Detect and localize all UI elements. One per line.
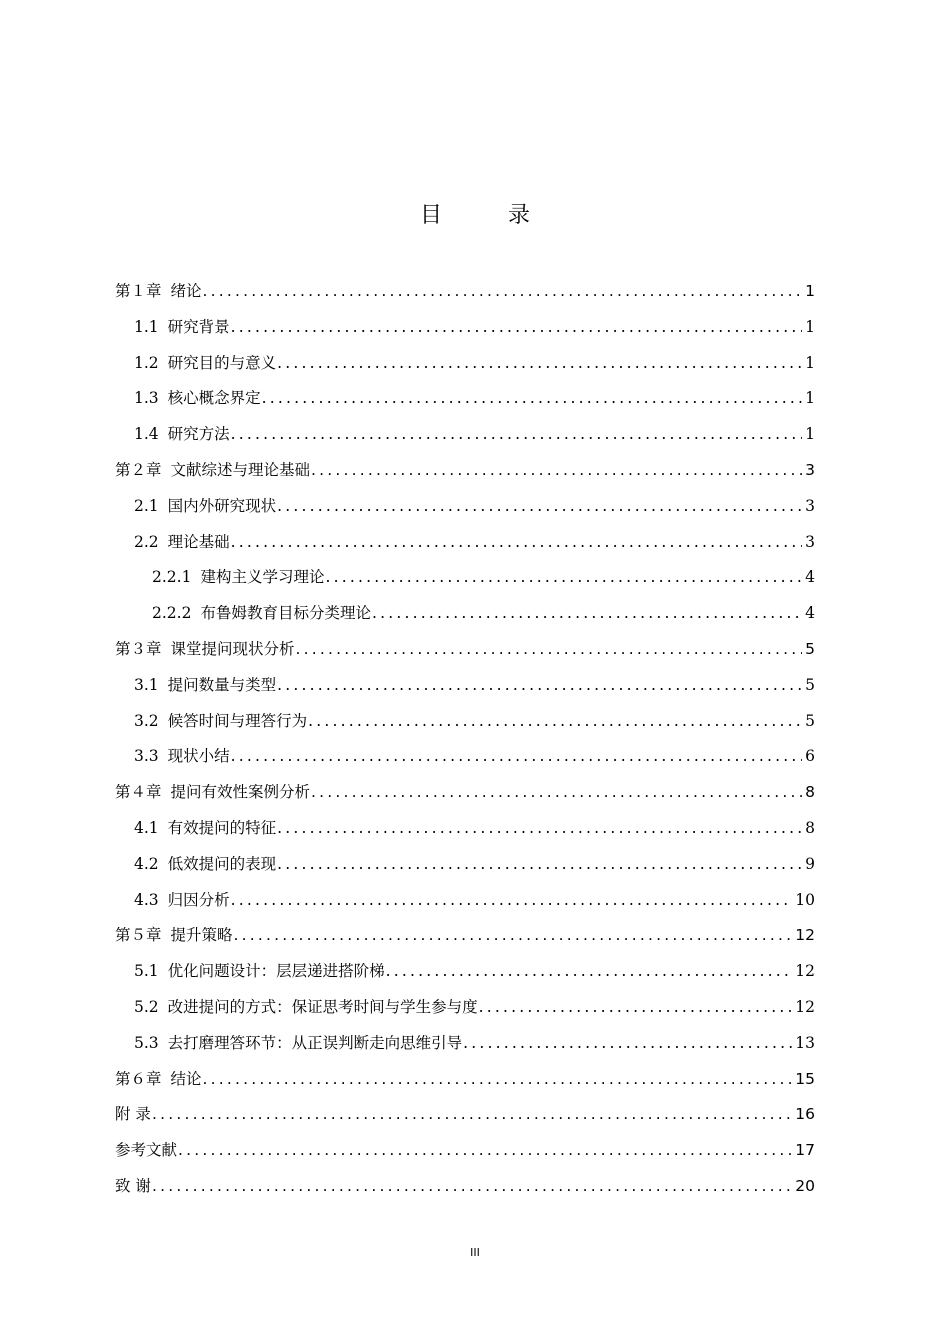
toc-entry-page: 10	[795, 890, 815, 909]
toc-entry-number: 5.2	[134, 997, 159, 1016]
toc-entry[interactable]	[115, 957, 815, 993]
dot-leader	[277, 814, 802, 842]
dot-leader	[311, 778, 802, 806]
toc-entry[interactable]	[115, 277, 815, 313]
toc-entry-number: 5.3	[134, 1033, 159, 1052]
toc-entry-title: 建构主义学习理论	[200, 568, 325, 587]
toc-entry[interactable]	[115, 492, 815, 528]
toc-entry-page: 3	[805, 460, 815, 479]
toc-entry[interactable]	[115, 635, 815, 671]
toc-entry-title: 优化问题设计：层层递进搭阶梯	[167, 962, 385, 981]
toc-entry-number: 第４章	[115, 783, 162, 802]
toc-entry-page: 3	[805, 496, 815, 515]
toc-entry-number: 2.1	[134, 496, 159, 515]
toc-entry-title: 核心概念界定	[167, 389, 261, 408]
toc-entry-title: 有效提问的特征	[167, 818, 277, 837]
toc-entry[interactable]	[115, 671, 815, 707]
toc-entry-title: 附 录	[115, 1105, 151, 1124]
dot-leader	[277, 349, 802, 377]
dot-leader	[231, 886, 793, 914]
toc-entry-number: 4.2	[134, 854, 159, 873]
toc-entry-number: 4.1	[134, 818, 159, 837]
dot-leader	[311, 456, 802, 484]
dot-leader	[277, 671, 802, 699]
toc-entry-number: 3.3	[134, 747, 159, 766]
dot-leader	[296, 635, 803, 663]
toc-entry-title: 致 谢	[115, 1176, 151, 1195]
toc-entry-title: 提升策略	[170, 926, 233, 945]
toc-entry-page: 12	[795, 997, 815, 1016]
toc-entry[interactable]	[115, 563, 815, 599]
toc-entry-title: 提问有效性案例分析	[170, 783, 311, 802]
toc-entry-number: 第３章	[115, 639, 162, 658]
toc-entry-page: 1	[805, 389, 815, 408]
toc-entry-number: 1.2	[134, 353, 159, 372]
toc-entry[interactable]	[115, 420, 815, 456]
toc-entry-number: 3.1	[134, 675, 159, 694]
toc-entry-number: 1.3	[134, 389, 159, 408]
dot-leader	[234, 921, 793, 949]
toc-entry-title: 研究方法	[167, 425, 230, 444]
dot-leader	[178, 1136, 792, 1164]
toc-entry-page: 1	[805, 282, 815, 300]
toc-entry[interactable]	[115, 528, 815, 564]
toc-entry[interactable]	[115, 921, 815, 957]
toc-entry-page: 8	[805, 783, 815, 802]
toc-entry-number: 2.2	[134, 532, 159, 551]
toc-entry-page: 4	[805, 568, 815, 587]
table-of-contents	[115, 277, 815, 1208]
toc-entry-title: 布鲁姆教育目标分类理论	[200, 604, 371, 623]
toc-entry-title: 绪论	[170, 282, 202, 300]
dot-leader	[203, 277, 803, 305]
toc-entry-number: 2.2.1	[152, 568, 192, 587]
toc-entry-title: 现状小结	[167, 747, 230, 766]
toc-entry-page: 15	[795, 1069, 815, 1088]
toc-entry-number: 第２章	[115, 460, 162, 479]
toc-entry[interactable]	[115, 742, 815, 778]
toc-entry-title: 理论基础	[167, 532, 230, 551]
toc-entry-title: 研究背景	[167, 317, 230, 336]
toc-entry-title: 参考文献	[115, 1141, 178, 1160]
toc-entry-page: 9	[805, 854, 815, 873]
dot-leader	[372, 599, 802, 627]
toc-entry-page: 16	[795, 1105, 815, 1124]
toc-entry-number: 4.3	[134, 890, 159, 909]
toc-entry-page: 8	[805, 818, 815, 837]
toc-entry-title: 改进提问的方式：保证思考时间与学生参与度	[167, 997, 478, 1016]
toc-entry-number: 3.2	[134, 711, 159, 730]
toc-entry[interactable]	[115, 1136, 815, 1172]
toc-entry[interactable]	[115, 1065, 815, 1101]
toc-entry[interactable]	[115, 1100, 815, 1136]
toc-entry[interactable]	[115, 384, 815, 420]
dot-leader	[231, 742, 802, 770]
toc-entry-title: 候答时间与理答行为	[167, 711, 308, 730]
toc-entry-title: 国内外研究现状	[167, 496, 277, 515]
toc-entry-title: 文献综述与理论基础	[170, 460, 311, 479]
toc-entry-page: 5	[805, 639, 815, 658]
toc-entry-title: 研究目的与意义	[167, 353, 277, 372]
toc-entry-number: 1.4	[134, 425, 159, 444]
toc-entry-page: 4	[805, 604, 815, 623]
toc-entry-number: 第６章	[115, 1069, 162, 1088]
dot-leader	[463, 1029, 792, 1057]
toc-entry-title: 归因分析	[167, 890, 230, 909]
toc-entry-page: 1	[805, 425, 815, 444]
toc-entry[interactable]	[115, 313, 815, 349]
toc-entry[interactable]	[115, 814, 815, 850]
toc-entry-number: 第５章	[115, 926, 162, 945]
dot-leader	[231, 528, 802, 556]
dot-leader	[262, 384, 802, 412]
toc-entry[interactable]	[115, 707, 815, 743]
toc-entry-title: 结论	[170, 1069, 202, 1088]
toc-entry-page: 17	[795, 1141, 815, 1160]
toc-entry-page: 13	[795, 1033, 815, 1052]
toc-entry-page: 12	[795, 962, 815, 981]
toc-entry-page: 12	[795, 926, 815, 945]
toc-entry-page: 20	[795, 1176, 815, 1195]
toc-entry[interactable]	[115, 850, 815, 886]
toc-entry-page: 1	[805, 317, 815, 336]
dot-leader	[277, 492, 802, 520]
toc-entry-number: 1.1	[134, 317, 159, 336]
dot-leader	[386, 957, 793, 985]
toc-entry[interactable]	[115, 1029, 815, 1065]
toc-entry-title: 低效提问的表现	[167, 854, 277, 873]
toc-entry-number: 2.2.2	[152, 604, 192, 623]
dot-leader	[152, 1172, 792, 1200]
toc-entry-page: 3	[805, 532, 815, 551]
toc-entry[interactable]	[115, 778, 815, 814]
dot-leader	[152, 1100, 792, 1128]
page-number: III	[470, 1246, 480, 1259]
page-title: 目 录	[419, 203, 552, 228]
toc-entry[interactable]	[115, 1172, 815, 1208]
dot-leader	[277, 850, 802, 878]
toc-entry[interactable]	[115, 886, 815, 922]
toc-entry-number: 5.1	[134, 962, 159, 981]
toc-entry-title: 去打磨理答环节：从正误判断走向思维引导	[167, 1033, 463, 1052]
toc-entry-page: 5	[805, 711, 815, 730]
toc-entry-title: 课堂提问现状分析	[170, 639, 295, 658]
dot-leader	[231, 420, 802, 448]
dot-leader	[479, 993, 793, 1021]
toc-entry[interactable]	[115, 456, 815, 492]
toc-entry-title: 提问数量与类型	[167, 675, 277, 694]
toc-entry-page: 5	[805, 675, 815, 694]
dot-leader	[308, 707, 802, 735]
toc-entry[interactable]	[115, 349, 815, 385]
toc-entry-page: 1	[805, 353, 815, 372]
dot-leader	[231, 313, 802, 341]
dot-leader	[325, 563, 802, 591]
toc-entry[interactable]	[115, 599, 815, 635]
toc-entry[interactable]	[115, 993, 815, 1029]
toc-entry-number: 第１章	[115, 282, 162, 300]
dot-leader	[203, 1065, 793, 1093]
toc-entry-page: 6	[805, 747, 815, 766]
